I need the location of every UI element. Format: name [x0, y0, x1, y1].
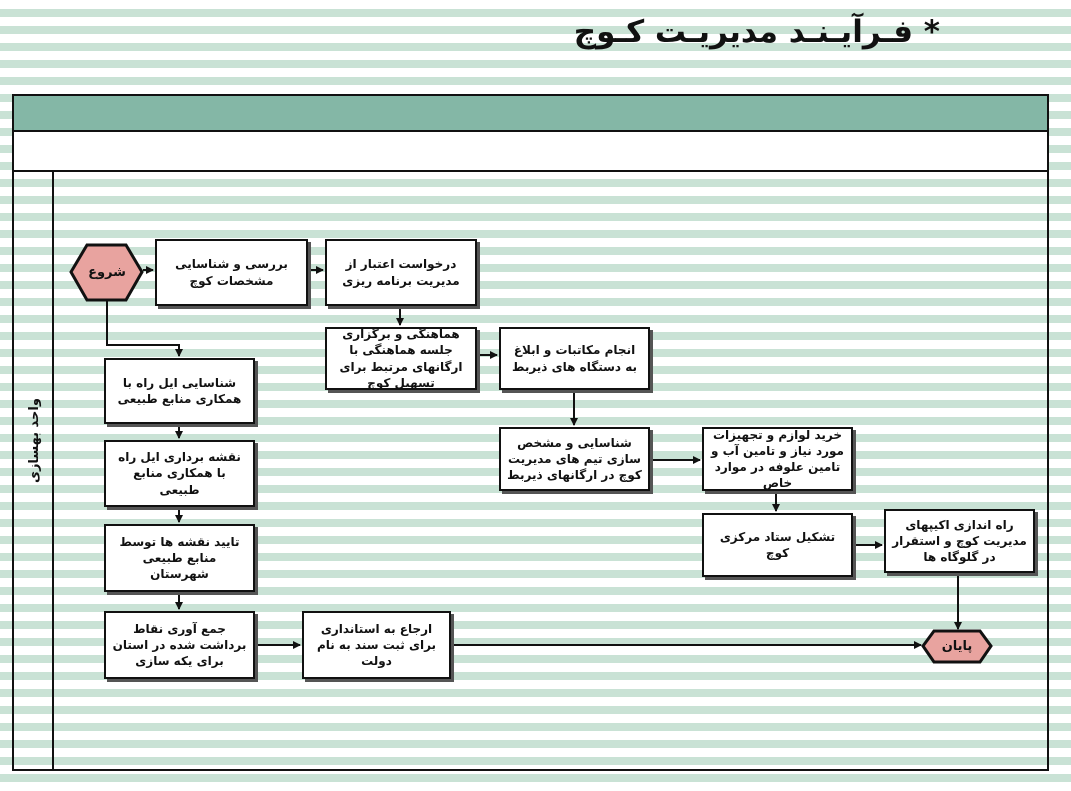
start-terminal: شروع	[88, 265, 126, 280]
hq-box: تشکیل ستاد مرکزی کوچ	[702, 513, 853, 577]
review-box: بررسی و شناسایی مشخصات کوچ	[155, 239, 308, 306]
swimlane-label: واحد بهسازی	[26, 397, 42, 483]
approve-maps-box: تایید نقشه ها توسط منابع طبیعی شهرستان	[104, 524, 255, 592]
identify-route-box: شناسایی ایل راه با همکاری منابع طبیعی	[104, 358, 255, 424]
launch-teams-box: راه اندازی اکیپهای مدیریت کوچ و استقرار در گلوگاه ها	[884, 509, 1035, 573]
purchase-box: خرید لوازم و تجهیزات مورد نیاز و تامین آب و تامین علوفه در موارد خاص	[702, 427, 853, 491]
collect-points-box: جمع آوری نقاط برداشت شده در استان برای یکه سازی	[104, 611, 255, 679]
refer-governorate-box: ارجاع به استانداری برای ثبت سند به نام دولت	[302, 611, 451, 679]
end-terminal: پایان	[941, 639, 973, 654]
coordination-meeting-box: هماهنگی و برگزاری جلسه هماهنگی با ارگانهای مرتبط برای تسهیل کوچ	[325, 327, 477, 390]
letters-box: انجام مکاتبات و ابلاغ به دستگاه های ذیربط	[499, 327, 650, 390]
identify-team-box: شناسایی و مشخص سازی تیم های مدیریت کوچ در ارگانهای ذیربط	[499, 427, 650, 491]
page-title: * فـرآیـنـد مدیریـت کـوچ	[573, 14, 940, 50]
arrow-start-identify-route	[107, 301, 179, 356]
credit-request-box: درخواست اعتبار از مدیریت برنامه ریزی	[325, 239, 477, 306]
map-route-box: نقشه برداری ایل راه با همکاری منابع طبیعی	[104, 440, 255, 507]
